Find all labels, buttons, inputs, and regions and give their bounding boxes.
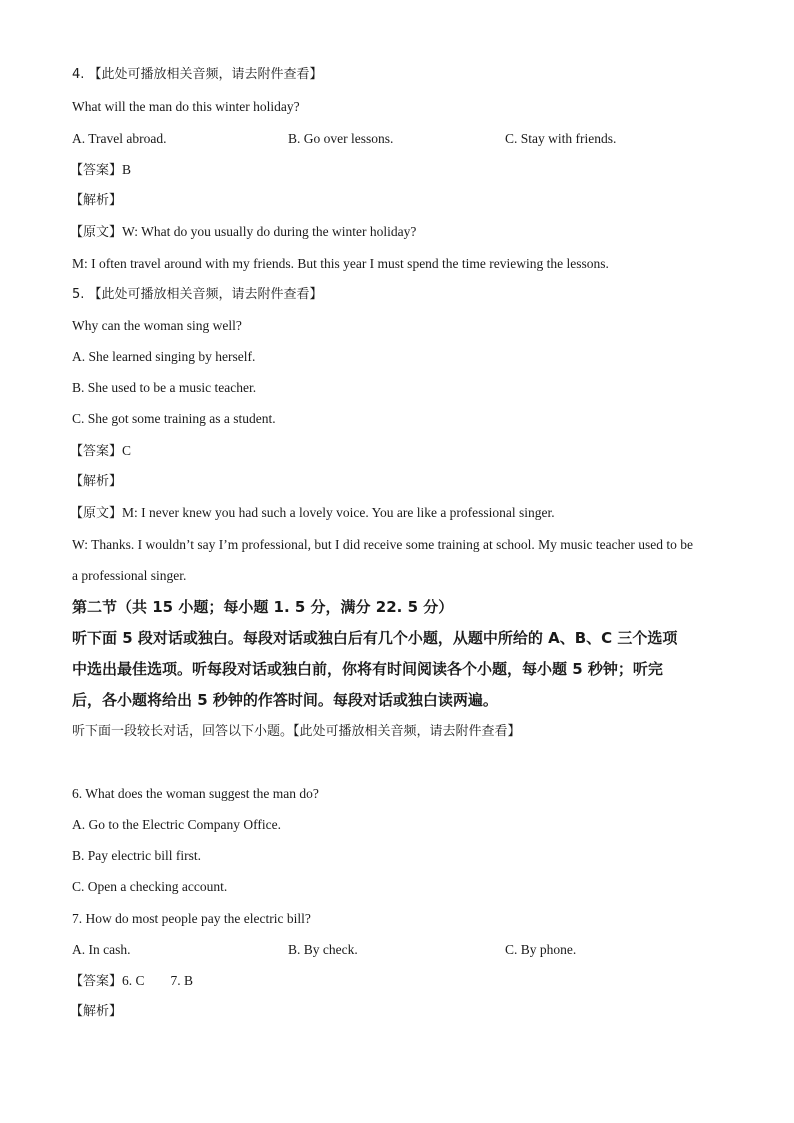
q5-transcript-line-2: W: Thanks. I wouldn’t say I’m professional, but I did receive some training at school. My music teacher used to be — [72, 537, 693, 552]
q4-header: 4. 【此处可播放相关音频，请去附件查看】 — [72, 67, 323, 82]
q7-option-a: A. In cash. — [72, 942, 131, 957]
q7-question: 7. How do most people pay the electric bill? — [72, 911, 311, 926]
q4-option-c: C. Stay with friends. — [505, 131, 617, 146]
q6-option-c: C. Open a checking account. — [72, 879, 228, 894]
q4-transcript-line-2: M: I often travel around with my friends. But this year I must spend the time reviewing the lessons. — [72, 256, 609, 271]
q5-header: 5. 【此处可播放相关音频，请去附件查看】 — [72, 287, 323, 302]
q5-question: Why can the woman sing well? — [72, 318, 242, 333]
answer-value: C — [122, 443, 132, 458]
answer-value: B — [122, 162, 132, 177]
q6-question: 6. What does the woman suggest the man do? — [72, 786, 319, 801]
q67-analysis-label: 【解析】 — [70, 1004, 123, 1019]
q5-option-a: A. She learned singing by herself. — [72, 349, 256, 364]
q5-option-b: B. She used to be a music teacher. — [72, 380, 257, 395]
transcript-text: M: I never knew you had such a lovely voice. You are like a professional singer. — [122, 505, 555, 520]
q5-transcript-line-1 — [70, 504, 555, 523]
section2-instruction-1: 听下面 5 段对话或独白。每段对话或独白后有几个小题，从题中所给的 A、B、C 三个选项 — [72, 629, 678, 647]
q6-option-b: B. Pay electric bill first. — [72, 848, 201, 863]
section2-instruction-2: 中选出最佳选项。听每段对话或独白前，你将有时间阅读各个小题，每小题 5 秒钟；听完 — [72, 660, 663, 678]
q7-option-c: C. By phone. — [505, 942, 577, 957]
answer-label: 【答案】 — [70, 163, 123, 178]
section2-title: 第二节（共 15 小题；每小题 1. 5 分，满分 22. 5 分） — [72, 598, 454, 616]
q5-answer — [70, 442, 131, 461]
q5-transcript-line-3: a professional singer. — [72, 568, 187, 583]
q67-answer — [70, 972, 193, 991]
q4-answer — [70, 161, 131, 180]
q4-option-b: B. Go over lessons. — [288, 131, 394, 146]
answer-6: 6. C — [122, 973, 145, 988]
q7-option-b: B. By check. — [288, 942, 358, 957]
answer-label: 【答案】 — [70, 974, 123, 989]
answer-label: 【答案】 — [70, 444, 123, 459]
q4-question: What will the man do this winter holiday? — [72, 99, 300, 114]
q4-option-a: A. Travel abroad. — [72, 131, 167, 146]
q6-option-a: A. Go to the Electric Company Office. — [72, 817, 281, 832]
transcript-label: 【原文】 — [70, 225, 123, 240]
q5-analysis-label: 【解析】 — [70, 474, 123, 489]
q4-analysis-label: 【解析】 — [70, 193, 123, 208]
transcript-label: 【原文】 — [70, 506, 123, 521]
answer-7: 7. B — [170, 973, 194, 988]
q4-transcript-line-1 — [70, 223, 416, 242]
section2-instruction-3: 后，各小题将给出 5 秒钟的作答时间。每段对话或独白读两遍。 — [72, 691, 498, 709]
transcript-text: W: What do you usually do during the winter holiday? — [122, 224, 417, 239]
section2-audio-note: 听下面一段较长对话，回答以下小题。【此处可播放相关音频，请去附件查看】 — [72, 724, 521, 739]
q5-option-c: C. She got some training as a student. — [72, 411, 276, 426]
